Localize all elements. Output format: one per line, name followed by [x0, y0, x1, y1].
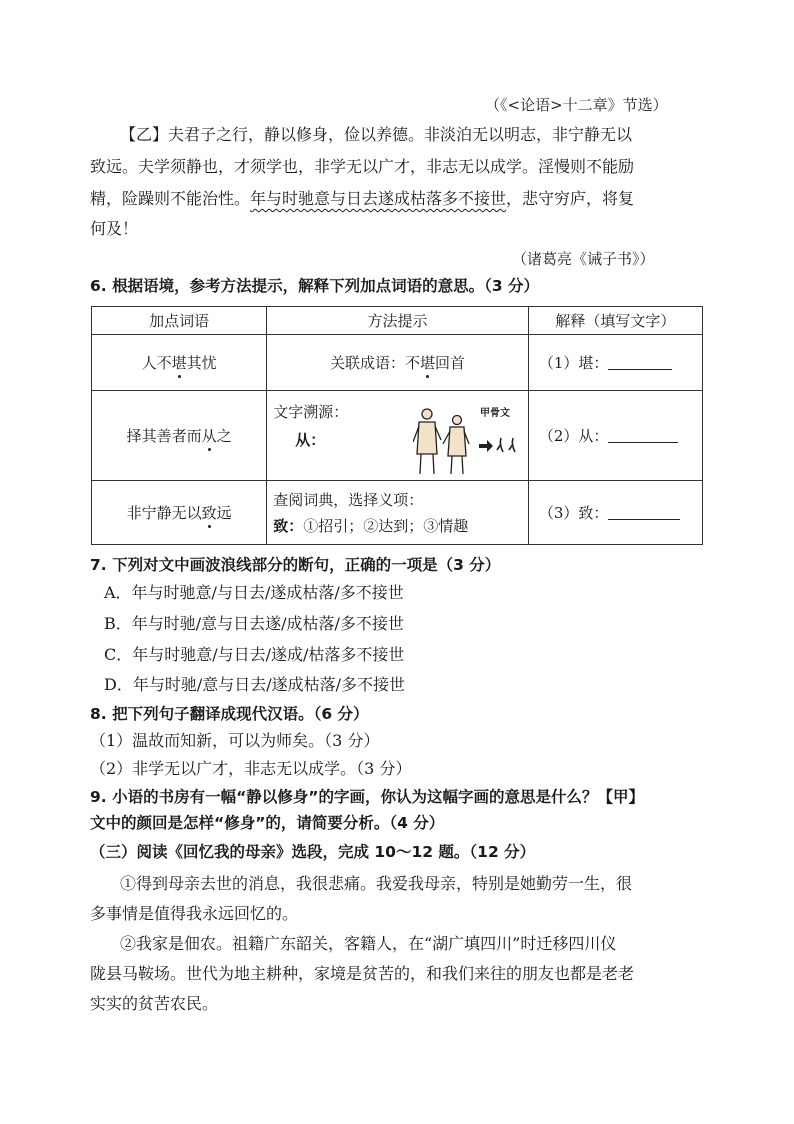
section3-title: （三）阅读《回忆我的母亲》选段，完成 10～12 题。（12 分）: [90, 843, 536, 861]
section3-p1-line1: ①得到母亲去世的消息，我很悲痛。我爱我母亲，特别是她勤劳一生，很: [120, 874, 633, 893]
q6-row-3: [92, 481, 703, 545]
word-kan: 人不堪其忧: [92, 335, 267, 391]
answer-blank-3[interactable]: [608, 505, 680, 520]
passage-yi-line4: 何及！: [90, 219, 139, 238]
header-hint: 方法提示: [267, 307, 529, 335]
q6-row-1: [92, 335, 703, 391]
q9-line2: 文中的颜回是怎样“修身”的，请简要分析。（4 分）: [90, 814, 445, 832]
source-jiezishu: （诸葛亮《诫子书》）: [512, 250, 655, 268]
q7-title: 7. 下列对文中画波浪线部分的断句，正确的一项是（3 分）: [90, 556, 501, 574]
q6-title: 6. 根据语境，参考方法提示，解释下列加点词语的意思。（3 分）: [90, 277, 540, 295]
q6-header-row: [92, 307, 703, 335]
answer-cong: （2）从：: [528, 391, 702, 481]
q7-option-a[interactable]: A．年与时驰意/与日去/遂成枯落/多不接世: [104, 583, 404, 602]
oracle-label: 甲骨文: [480, 408, 510, 419]
section3-p2-line2: 陇县马鞍场。世代为地主耕种，家境是贫苦的，和我们来往的朋友也都是老老: [90, 964, 635, 983]
q7-option-b[interactable]: B．年与时驰/意与日去遂/成枯落/多不接世: [104, 614, 404, 633]
section3-p2-line3: 实实的贫苦农民。: [90, 994, 219, 1013]
passage-yi-line2: 致远。夫学须静也，才须学也，非学无以广才，非志无以成学。淫慢则不能励: [90, 157, 635, 176]
word-zhi: 非宁静无以致远: [92, 481, 267, 545]
hint-kan: 关联成语：不堪回首: [267, 335, 529, 391]
q8-item-1: （1）温故而知新，可以为师矣。（3 分）: [90, 731, 380, 750]
hint-cong: 文字溯源： 从：: [267, 391, 529, 481]
hint-zhi: 查阅词典，选择义项： 致：①招引；②达到；③情趣: [267, 481, 529, 545]
q7-option-d[interactable]: D．年与时驰/意与日去/遂成枯落/多不接世: [104, 675, 406, 694]
answer-zhi: （3）致：: [528, 481, 702, 545]
passage-yi-line1: 【乙】夫君子之行，静以修身，俭以养德。非淡泊无以明志，非宁静无以: [120, 125, 633, 144]
q8-title: 8. 把下列句子翻译成现代汉语。（6 分）: [90, 705, 369, 723]
source-lunyu: （《<论语>十二章》节选）: [485, 96, 668, 114]
section3-p1-line2: 多事情是值得我永远回忆的。: [90, 904, 299, 923]
q9-line1: 9. 小语的书房有一幅“静以修身”的字画，你认为这幅字画的意思是什么？【甲】: [90, 788, 644, 806]
answer-blank-2[interactable]: [608, 428, 678, 443]
word-cong: 择其善者而从之: [92, 391, 267, 481]
answer-kan: （1）堪：: [528, 335, 702, 391]
wavy-underlined-sentence: 年与时驰意与日去遂成枯落多不接世: [250, 189, 507, 208]
q7-option-c[interactable]: C．年与时驰意/与日去/遂成/枯落多不接世: [104, 645, 405, 664]
answer-blank-1[interactable]: [608, 355, 672, 370]
q6-row-2: [92, 391, 703, 481]
section3-p2-line1: ②我家是佃农。祖籍广东韶关，客籍人，在“湖广填四川”时迁移四川仪: [120, 934, 617, 953]
header-answer: 解释（填写文字）: [528, 307, 702, 335]
header-word: 加点词语: [92, 307, 267, 335]
q8-item-2: （2）非学无以广才，非志无以成学。（3 分）: [90, 759, 412, 778]
q6-table: [91, 306, 703, 545]
passage-yi-line3: 精，险躁则不能治性。年与时驰意与日去遂成枯落多不接世，悲守穷庐，将复: [90, 189, 635, 208]
